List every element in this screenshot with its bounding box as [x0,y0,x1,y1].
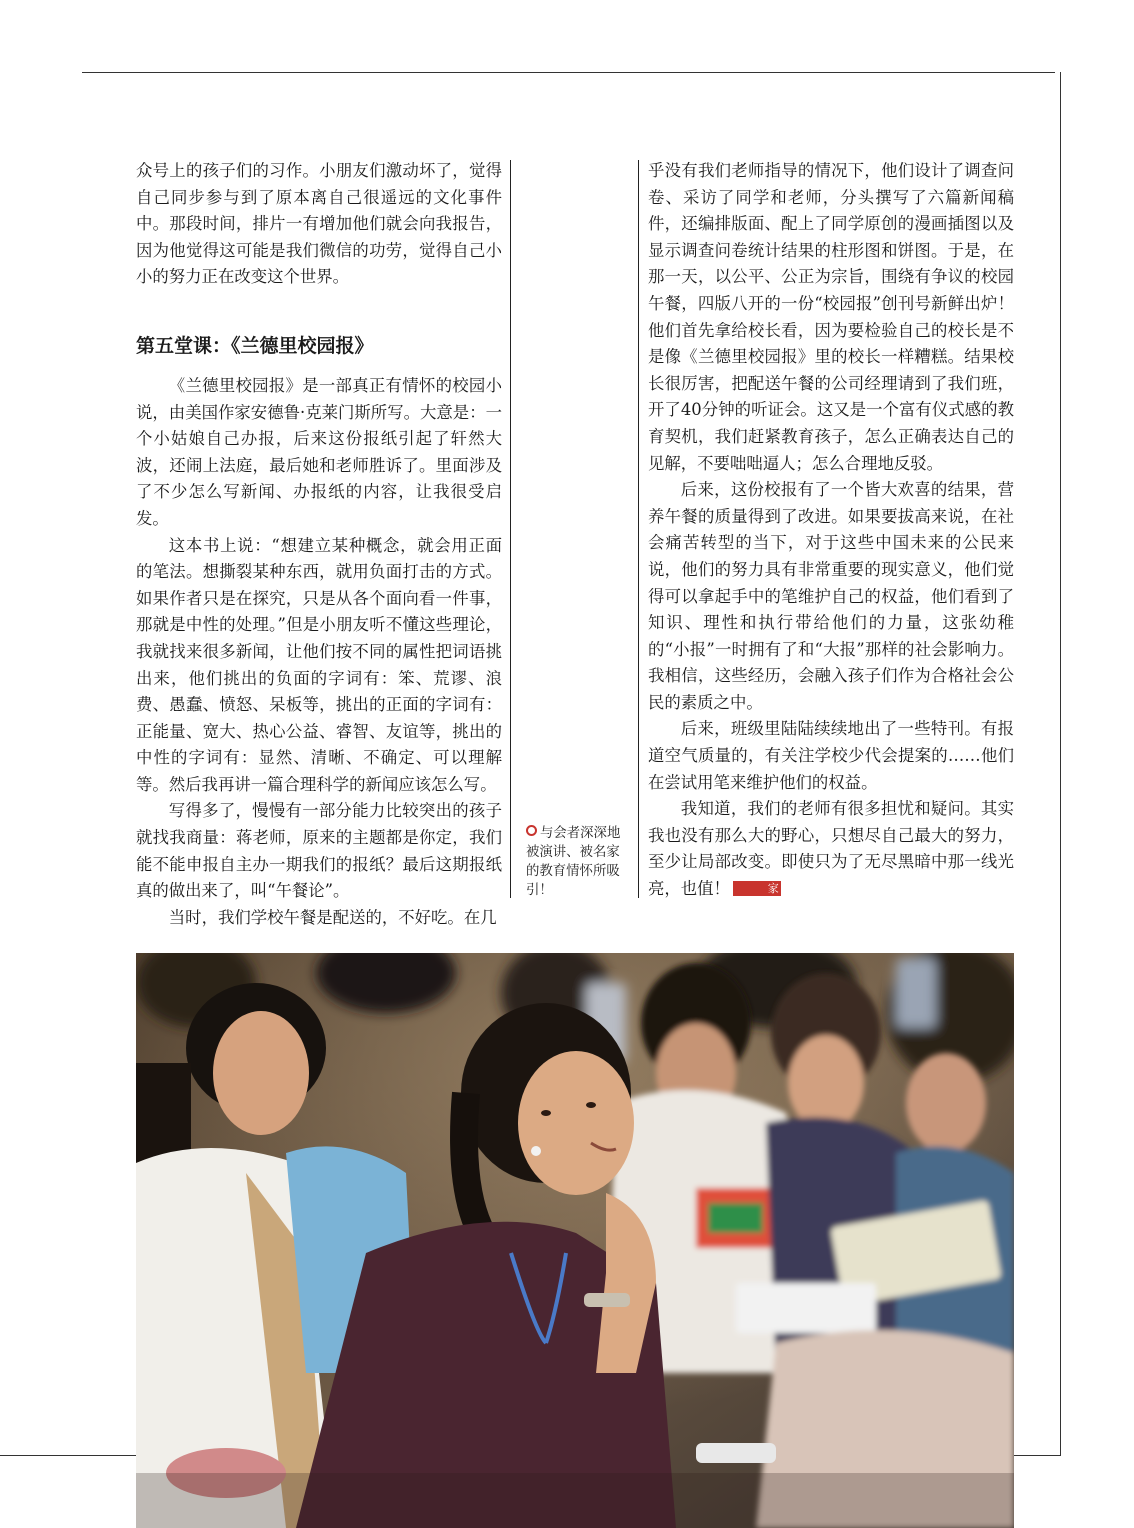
caption-text: 与会者深深地被演讲、被名家的教育情怀所吸引！ [526,826,621,898]
section-title: 第五堂课：《兰德里校园报》 [136,334,374,357]
audience-photo-icon [136,953,1014,1528]
column-divider-left [510,160,511,898]
paragraph: 写得多了，慢慢有一部分能力比较突出的孩子就找我商量：蒋老师，原来的主题都是你定，我们能不能申报自主办一期我们的报纸？最后这期报纸真的做出来了，叫“午餐论”。 [136,801,502,901]
right-rule [1060,72,1061,1455]
audience-photo [136,953,1014,1528]
paragraph [648,796,1014,902]
paragraph-text: 我知道，我们的老师有很多担忧和疑问。其实我也没有那么大的野心，只想尽自己最大的努力，至少让局部改变。即使只为了无尽黑暗中那一线光亮，也值！ [648,799,1014,899]
right-text-column [648,158,1014,903]
top-rule [82,72,1055,73]
bottom-rule-left [0,1455,136,1456]
paragraph: 后来，班级里陆陆续续地出了一些特刊。有报道空气质量的，有关注学校少代会提案的……他们在尝试用笔来维护他们的权益。 [648,719,1014,792]
article-end-mark: 家 [733,881,781,896]
caption-bullet-icon [526,825,537,836]
paragraph: 乎没有我们老师指导的情况下，他们设计了调查问卷、采访了同学和老师，分头撰写了六篇新闻稿件，还编排版面、配上了同学原创的漫画插图以及显示调查问卷统计结果的柱形图和饼图。于是，在那一天，以公平、公正为宗旨，围绕有争议的校园午餐，四版八开的一份“校园报”创刊号新鲜出炉！他们首先拿给校长看，因为要检验自己的校长是不是像《兰德里校园报》里的校长一样糟糕。结果校长很厉害，把配送午餐的公司经理请到了我们班，开了40分钟的听证会。这又是一个富有仪式感的教育契机，我们赶紧教育孩子，怎么正确表达自己的见解，不要咄咄逼人；怎么合理地反驳。 [648,161,1014,473]
column-divider-right [638,160,639,898]
left-text-column [136,158,502,931]
bottom-rule-right [1014,1455,1061,1456]
paragraph: 这本书上说：“想建立某种概念，就会用正面的笔法。想撕裂某种东西，就用负面打击的方式。如果作者只是在探究，只是从各个面向看一件事，那就是中性的处理。”但是小朋友听不懂这些理论，我就找来很多新闻，让他们按不同的属性把词语挑出来，他们挑出的负面的字词有：笨、荒谬、浪费、愚蠢、愤怒、呆板等，挑出的正面的字词有：正能量、宽大、热心公益、睿智、友谊等，挑出的中性的字词有：显然、清晰、不确定、可以理解等。然后我再讲一篇合理科学的新闻应该怎么写。 [136,535,502,794]
paragraph: 《兰德里校园报》是一部真正有情怀的校园小说，由美国作家安德鲁·克莱门斯所写。大意是：一个小姑娘自己办报，后来这份报纸引起了轩然大波，还闹上法庭，最后她和老师胜诉了。里面涉及了不少怎么写新闻、办报纸的内容，让我很受启发。 [136,375,502,528]
paragraph: 当时，我们学校午餐是配送的，不好吃。在几 [168,907,497,927]
photo-caption [526,824,630,900]
paragraph: 后来，这份校报有了一个皆大欢喜的结果，营养午餐的质量得到了改进。如果要拔高来说，在社会痛苦转型的当下，对于这些中国未来的公民来说，他们的努力具有非常重要的现实意义，他们觉得可以拿起手中的笔维护自己的权益，他们看到了知识、理性和执行带给他们的力量，这张幼稚的“小报”一时拥有了和“大报”那样的社会影响力。我相信，这些经历，会融入孩子们作为合格社会公民的素质之中。 [648,480,1014,712]
paragraph: 众号上的孩子们的习作。小朋友们激动坏了，觉得自己同步参与到了原本离自己很遥远的文化事件中。那段时间，排片一有增加他们就会向我报告，因为他觉得这可能是我们微信的功劳，觉得自己小小的努力正在改变这个世界。 [136,161,502,287]
